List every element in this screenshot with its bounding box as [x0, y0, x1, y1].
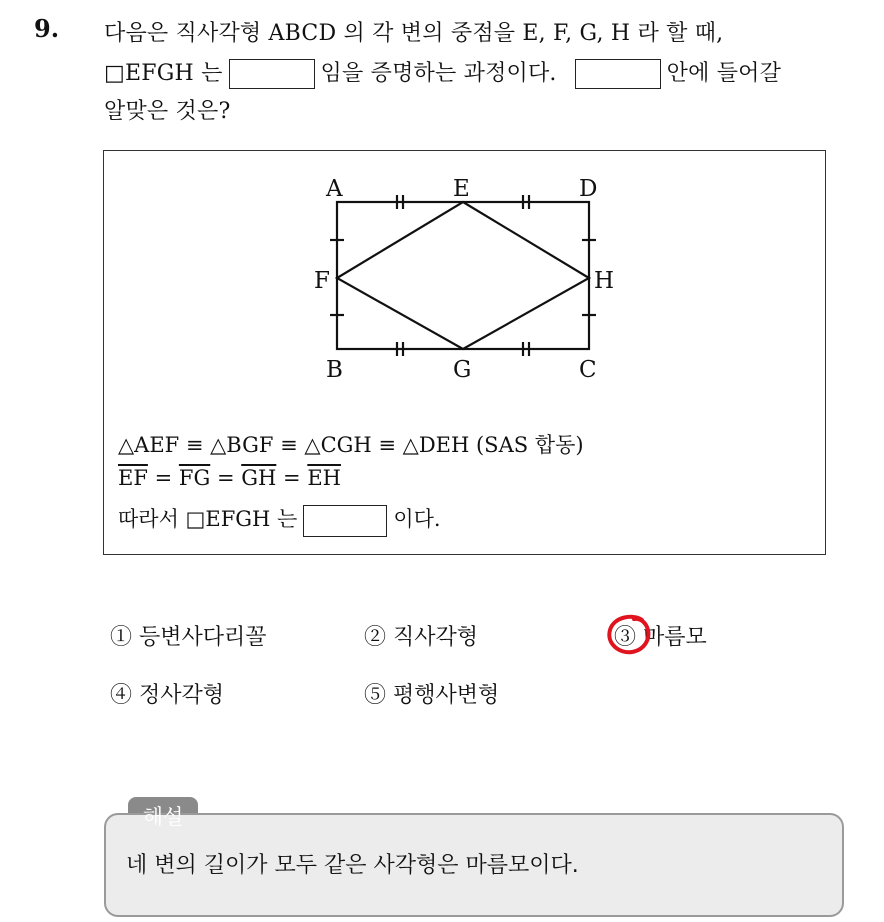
proof-line-3-suffix: 이다. [393, 507, 441, 531]
choice-5-text: 평행사변형 [393, 683, 500, 708]
choice-4-text: 정사각형 [139, 683, 225, 708]
blank-box-2 [575, 59, 661, 89]
blank-box [229, 59, 315, 89]
label-b: B [326, 357, 343, 383]
proof-line-3-prefix: 따라서 □EFGH 는 [118, 507, 298, 531]
choice-2[interactable] [364, 620, 478, 651]
label-h: H [594, 268, 615, 294]
label-a: A [326, 176, 343, 202]
segment-eh: $\overline{EH}$ [307, 466, 341, 490]
choice-1-text: 등변사다리꼴 [139, 625, 267, 650]
label-g: G [453, 357, 472, 383]
choice-3-text: 마름모 [643, 625, 707, 650]
proof-line-1: △AEF ≡ △BGF ≡ △CGH ≡ △DEH (SAS 합동) [118, 433, 584, 457]
choice-5[interactable] [364, 678, 499, 709]
choice-4[interactable] [110, 678, 224, 709]
segment-gh: $\overline{GH}$ [241, 466, 277, 490]
choice-4-number: ④ [110, 683, 133, 708]
label-f: F [314, 268, 330, 294]
equals-2: = [216, 466, 235, 490]
label-e: E [453, 176, 470, 202]
choice-5-number: ⑤ [364, 683, 387, 708]
choice-2-number: ② [364, 625, 387, 650]
choice-3-number: ③ [614, 625, 637, 650]
proof-blank-box [303, 505, 387, 537]
choice-1[interactable] [110, 620, 267, 651]
label-d: D [579, 176, 598, 202]
proof-line-2 [118, 466, 341, 490]
solution-text: 네 변의 길이가 모두 같은 사각형은 마름모이다. [126, 853, 579, 878]
question-line-2-prefix: □EFGH 는 [104, 61, 223, 86]
choice-2-text: 직사각형 [393, 625, 479, 650]
question-line-3: 알맞은 것은? [104, 99, 231, 124]
question-number: 9. [34, 14, 60, 43]
question-line-2-mid: 임을 증명하는 과정이다. [320, 61, 557, 86]
rectangle-figure [104, 151, 827, 556]
answer-circle-mark-icon [604, 612, 656, 658]
question-line-2 [104, 56, 781, 89]
choice-1-number: ① [110, 625, 133, 650]
proof-line-3 [118, 503, 441, 537]
segment-ef: $\overline{EF}$ [118, 466, 148, 490]
equals-3: = [283, 466, 301, 490]
equals-1: = [154, 466, 173, 490]
label-c: C [579, 357, 597, 383]
rhombus-efgh [337, 202, 589, 349]
question-line-2-suffix: 안에 들어갈 [666, 61, 782, 86]
question-line-1: 다음은 직사각형 ABCD 의 각 변의 중점을 E, F, G, H 라 할 때, [104, 21, 724, 46]
segment-fg: $\overline{FG}$ [178, 466, 211, 490]
proof-box [103, 150, 826, 555]
solution-tag: 해설 [142, 805, 184, 829]
rectangle-abcd [337, 202, 589, 349]
